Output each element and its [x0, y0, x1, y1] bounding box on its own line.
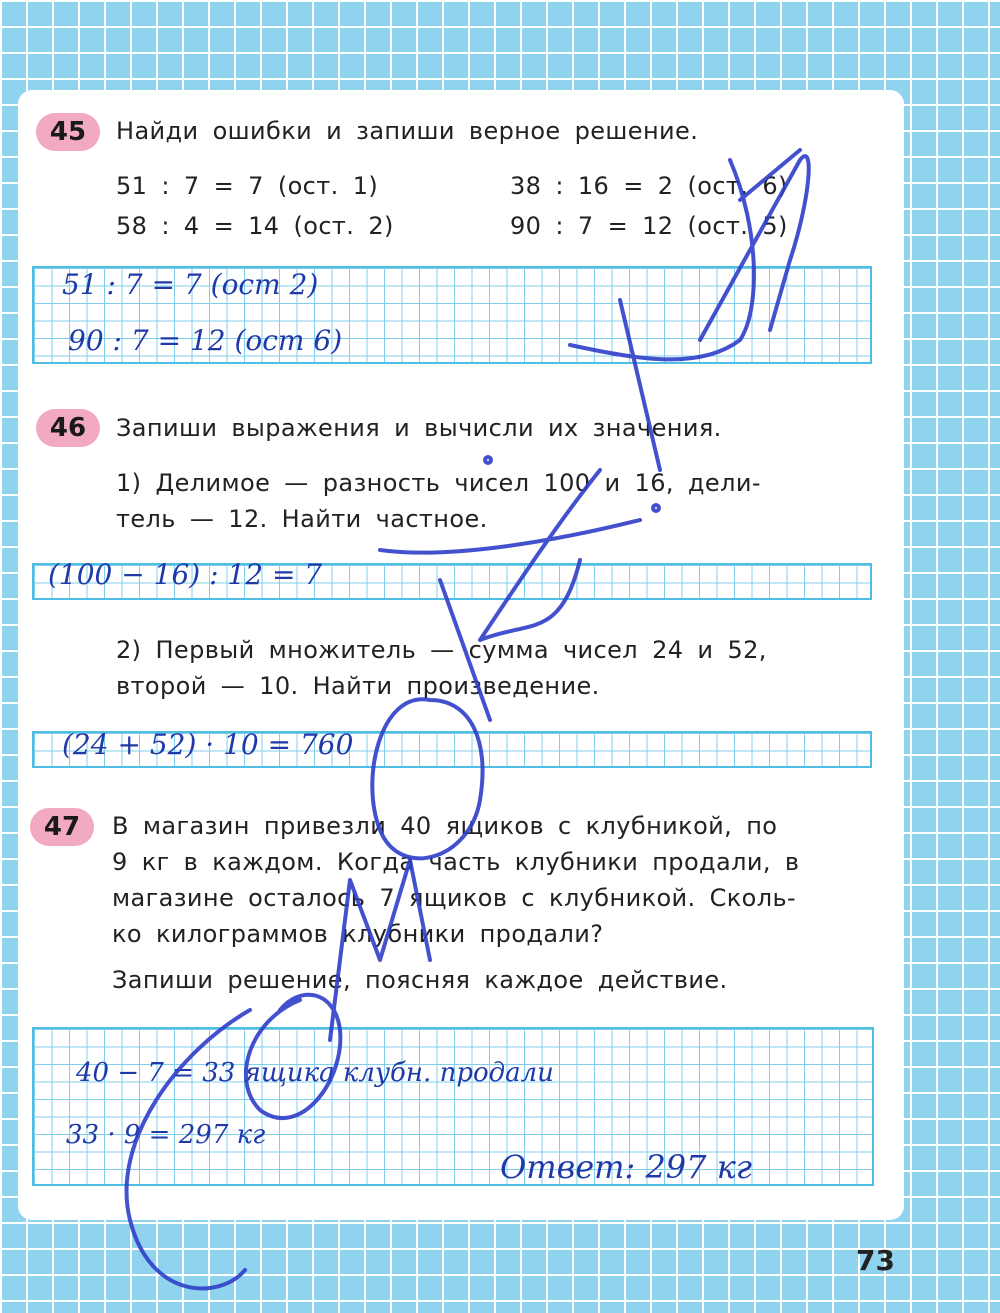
exercise-45-eq4: 90 : 7 = 12 (ост. 5) — [510, 212, 788, 240]
exercise-45-prompt: Найди ошибки и запиши верное решение. — [116, 117, 699, 145]
exercise-45-eq1: 51 : 7 = 7 (ост. 1) — [116, 172, 379, 200]
exercise-45-answer-2: 90 : 7 = 12 (ост 6) — [68, 324, 343, 357]
exercise-47-answer-2: 33 · 9 = 297 кг — [66, 1120, 266, 1150]
exercise-46-badge: 46 — [36, 409, 100, 447]
exercise-47-badge: 47 — [30, 808, 94, 846]
exercise-46-task2-line2: второй — 10. Найти произведение. — [116, 672, 600, 700]
exercise-46-answer-1: (100 − 16) : 12 = 7 — [48, 558, 323, 591]
exercise-47-final-answer: Ответ: 297 кг — [500, 1148, 752, 1186]
exercise-47-line3: магазине осталось 7 ящиков с клубникой. Сколь- — [112, 884, 797, 912]
exercise-45-eq2: 58 : 4 = 14 (ост. 2) — [116, 212, 394, 240]
exercise-47-line4: ко килограммов клубники продали? — [112, 920, 604, 948]
exercise-47-instruction: Запиши решение, поясняя каждое действие. — [112, 966, 728, 994]
page-number: 73 — [856, 1244, 895, 1277]
exercise-45-answer-1: 51 : 7 = 7 (ост 2) — [62, 268, 319, 301]
exercise-46-answer-2: (24 + 52) · 10 = 760 — [62, 728, 354, 761]
exercise-46-task1-line2: тель — 12. Найти частное. — [116, 505, 488, 533]
exercise-47-answer-1: 40 − 7 = 33 ящика клубн. продали — [76, 1058, 554, 1088]
exercise-47-line2: 9 кг в каждом. Когда часть клубники продали, в — [112, 848, 800, 876]
exercise-47-line1: В магазин привезли 40 ящиков с клубникой, по — [112, 812, 778, 840]
exercise-46-task2-line1: 2) Первый множитель — сумма чисел 24 и 52, — [116, 636, 767, 664]
exercise-45-eq3: 38 : 16 = 2 (ост. 6) — [510, 172, 788, 200]
exercise-45-badge: 45 — [36, 113, 100, 151]
exercise-46-task1-line1: 1) Делимое — разность чисел 100 и 16, дели- — [116, 469, 761, 497]
exercise-46-prompt: Запиши выражения и вычисли их значения. — [116, 414, 722, 442]
